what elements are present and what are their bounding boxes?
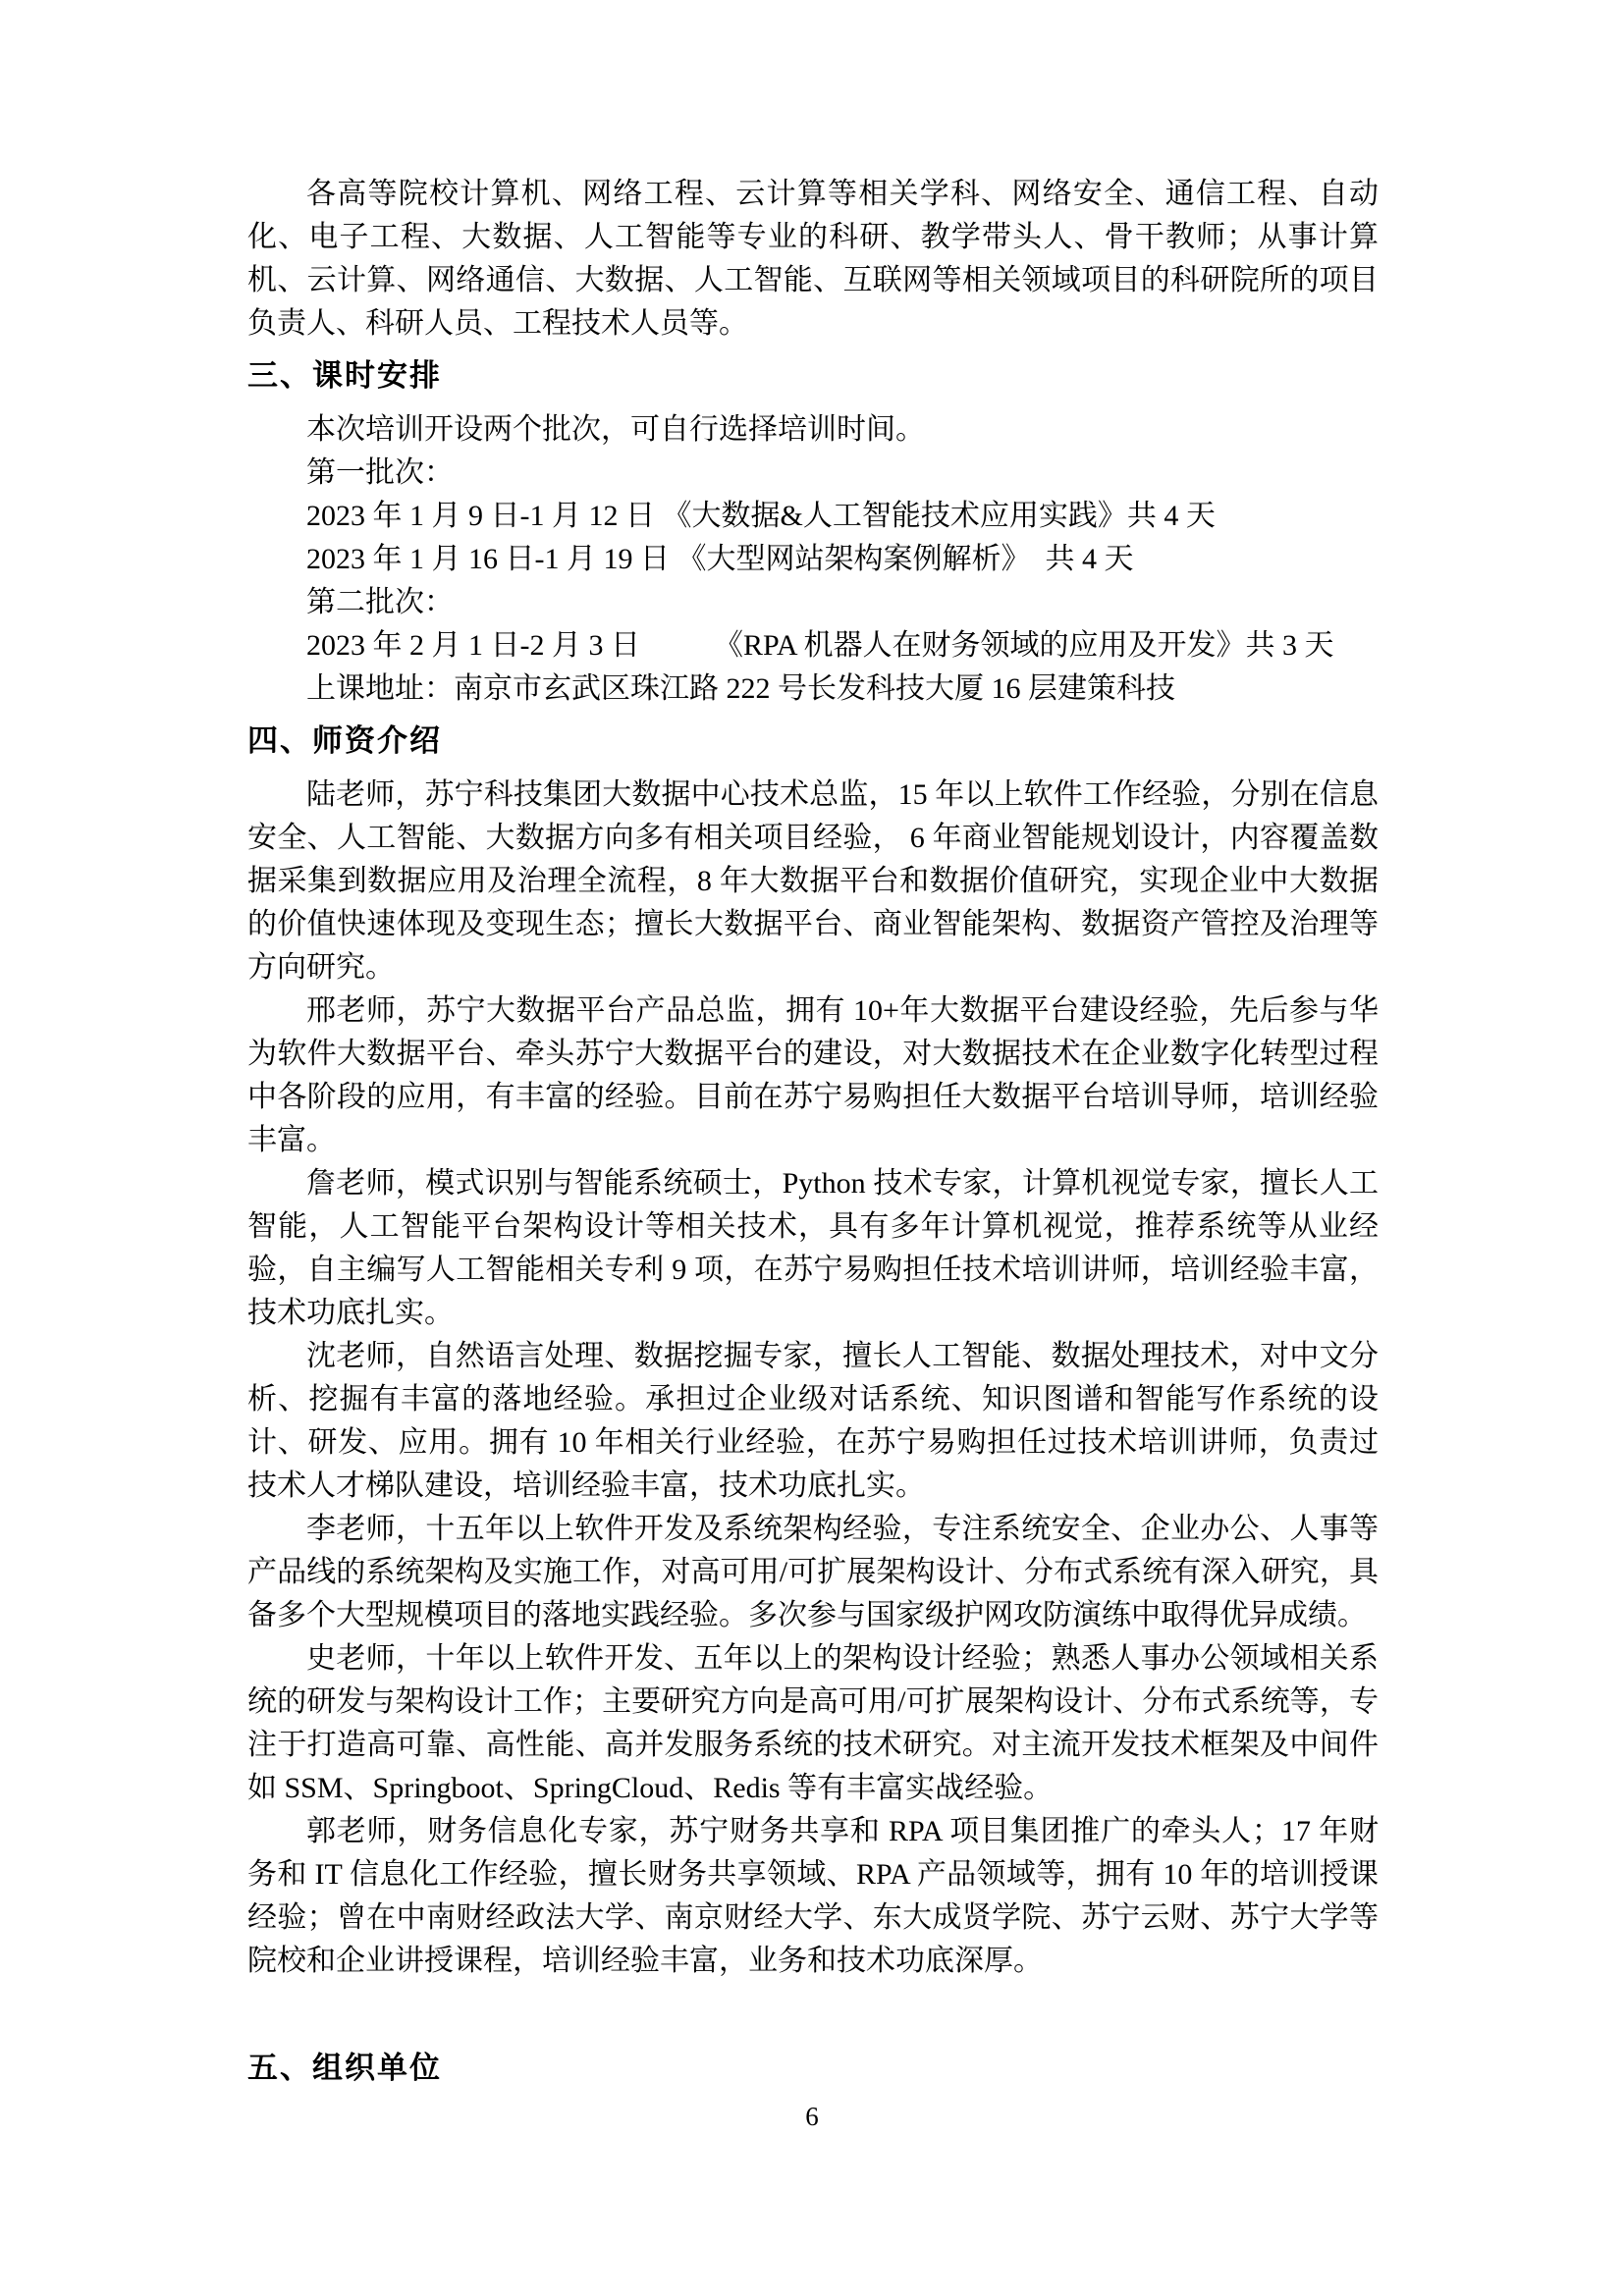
schedule-line-batch1-label: 第一批次： bbox=[306, 456, 454, 489]
teacher-paragraph-guo: 郭老师，财务信息化专家，苏宁财务共享和 RPA 项目集团推广的牵头人；17 年财务和 IT 信息化工作经验，擅长财务共享领域、RPA 产品领域等，拥有 10 年的培训授课经验；曾在中南财经政法大学、南京财经大学、东大成贤学院、苏宁云财、苏宁大学等院校和企业讲授课程，培训经验丰富，业务和技术功底深厚。 bbox=[247, 1815, 1379, 1977]
schedule-line-batch2-course1: 2023 年 2 月 1 日-2 月 3 日 《RPA 机器人在财务领域的应用及开发》共 3 天 bbox=[306, 629, 1334, 662]
schedule-line-address: 上课地址：南京市玄武区珠江路 222 号长发科技大厦 16 层建策科技 bbox=[306, 672, 1175, 705]
schedule-line-batch2-label: 第二批次： bbox=[306, 586, 454, 618]
schedule-line-batch1-course2: 2023 年 1 月 16 日-1 月 19 日 《大型网站架构案例解析》 共 4 天 bbox=[306, 543, 1134, 575]
section-heading-schedule: 三、课时安排 bbox=[247, 358, 442, 393]
schedule-line-intro: 本次培训开设两个批次，可自行选择培训时间。 bbox=[306, 413, 925, 446]
intro-paragraph: 各高等院校计算机、网络工程、云计算等相关学科、网络安全、通信工程、自动化、电子工程、大数据、人工智能等专业的科研、教学带头人、骨干教师；从事计算机、云计算、网络通信、大数据、人工智能、互联网等相关领域项目的科研院所的项目负责人、科研人员、工程技术人员等。 bbox=[247, 178, 1379, 340]
schedule-line-batch1-course1: 2023 年 1 月 9 日-1 月 12 日 《大数据&人工智能技术应用实践》共 4 天 bbox=[306, 500, 1216, 532]
section-heading-teachers: 四、师资介绍 bbox=[247, 723, 442, 758]
teacher-paragraph-lu: 陆老师，苏宁科技集团大数据中心技术总监，15 年以上软件工作经验，分别在信息安全、人工智能、大数据方向多有相关项目经验， 6 年商业智能规划设计，内容覆盖数据采集到数据应用及治理全流程，8 年大数据平台和数据价值研究，实现企业中大数据的价值快速体现及变现生态；擅长大数据平台、商业智能架构、数据资产管控及治理等方向研究。 bbox=[247, 778, 1379, 984]
teacher-paragraph-xing: 邢老师，苏宁大数据平台产品总监，拥有 10+年大数据平台建设经验，先后参与华为软件大数据平台、牵头苏宁大数据平台的建设，对大数据技术在企业数字化转型过程中各阶段的应用，有丰富的经验。目前在苏宁易购担任大数据平台培训导师，培训经验丰富。 bbox=[247, 994, 1379, 1156]
teacher-paragraph-shi: 史老师，十年以上软件开发、五年以上的架构设计经验；熟悉人事办公领域相关系统的研发与架构设计工作；主要研究方向是高可用/可扩展架构设计、分布式系统等，专注于打造高可靠、高性能、高并发服务系统的技术研究。对主流开发技术框架及中间件如 SSM、Springboot、SpringCloud、Redis 等有丰富实战经验。 bbox=[247, 1642, 1379, 1804]
document-text-block bbox=[247, 173, 1379, 2101]
section-heading-organizer: 五、组织单位 bbox=[247, 2051, 442, 2085]
teacher-paragraph-zhan: 詹老师，模式识别与智能系统硕士，Python 技术专家，计算机视觉专家，擅长人工智能，人工智能平台架构设计等相关技术，具有多年计算机视觉，推荐系统等从业经验，自主编写人工智能相关专利 9 项，在苏宁易购担任技术培训讲师，培训经验丰富，技术功底扎实。 bbox=[247, 1167, 1379, 1329]
teacher-paragraph-shen: 沈老师，自然语言处理、数据挖掘专家，擅长人工智能、数据处理技术，对中文分析、挖掘有丰富的落地经验。承担过企业级对话系统、知识图谱和智能写作系统的设计、研发、应用。拥有 10 年相关行业经验，在苏宁易购担任过技术培训讲师，负责过技术人才梯队建设，培训经验丰富，技术功底扎实。 bbox=[247, 1340, 1379, 1502]
page-number: 6 bbox=[805, 2102, 819, 2131]
teacher-paragraph-li: 李老师，十五年以上软件开发及系统架构经验，专注系统安全、企业办公、人事等产品线的系统架构及实施工作，对高可用/可扩展架构设计、分布式系统有深入研究，具备多个大型规模项目的落地实践经验。多次参与国家级护网攻防演练中取得优异成绩。 bbox=[247, 1513, 1379, 1631]
